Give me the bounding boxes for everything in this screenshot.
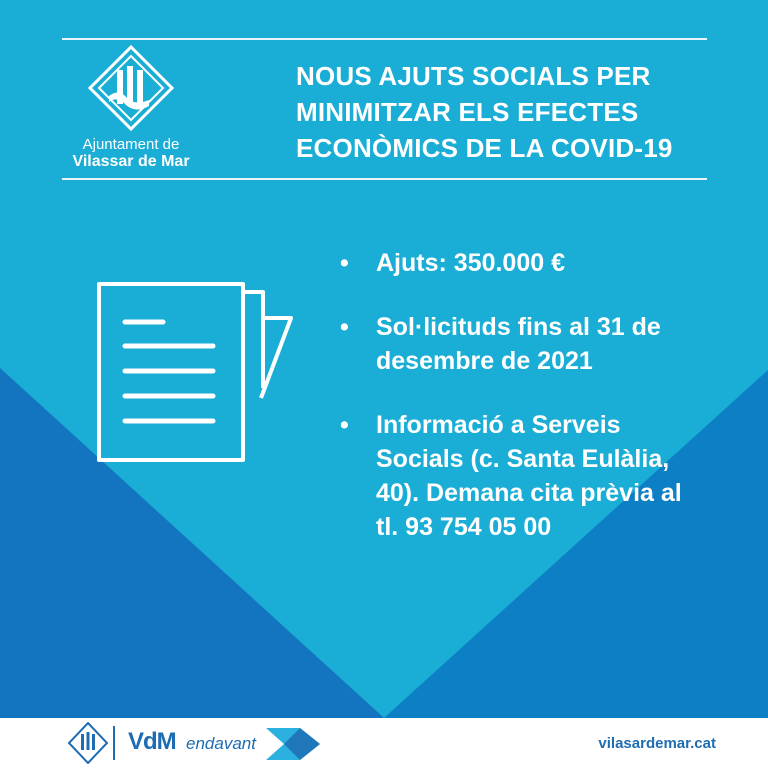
top-divider: [62, 38, 707, 40]
bullet-dot: •: [340, 249, 349, 277]
municipal-crest-icon: [87, 44, 175, 132]
footer-tagline: endavant: [186, 734, 256, 753]
bottom-divider: [62, 178, 707, 180]
list-item: [340, 246, 740, 280]
document-stack-icon: [95, 278, 300, 468]
list-item-text: Sol·licituds fins al 31 de: [376, 313, 661, 341]
municipal-logo: [56, 44, 206, 174]
bullet-dot: •: [340, 411, 349, 439]
title-line: NOUS AJUTS SOCIALS PER: [296, 61, 651, 91]
bullet-dot: •: [340, 313, 349, 341]
list-item-text: Socials (c. Santa Eulàlia,: [376, 445, 670, 473]
separator-icon: [112, 726, 116, 760]
list-item: [340, 310, 740, 378]
list-item-text: tl. 93 754 05 00: [376, 513, 552, 541]
info-list: [340, 246, 740, 574]
logo-line-2: Vilassar de Mar: [72, 153, 190, 170]
footer-crest-icon: [68, 722, 108, 764]
forward-arrow-icon: [262, 720, 324, 766]
page-title: [296, 58, 716, 166]
list-item-text: 40). Demana cita prèvia al: [376, 479, 682, 507]
list-item-text: Informació a Serveis: [376, 411, 621, 439]
list-item-text: desembre de 2021: [376, 347, 593, 375]
footer-brand: VdM: [128, 728, 176, 755]
footer-url[interactable]: vilasardemar.cat: [598, 735, 716, 752]
logo-line-1: Ajuntament de: [82, 136, 180, 153]
list-item-text: Ajuts: 350.000 €: [376, 249, 565, 277]
footer-bar: [0, 718, 768, 768]
list-item: [340, 408, 740, 544]
title-line: MINIMITZAR ELS EFECTES: [296, 97, 639, 127]
title-line: ECONÒMICS DE LA COVID-19: [296, 133, 673, 163]
